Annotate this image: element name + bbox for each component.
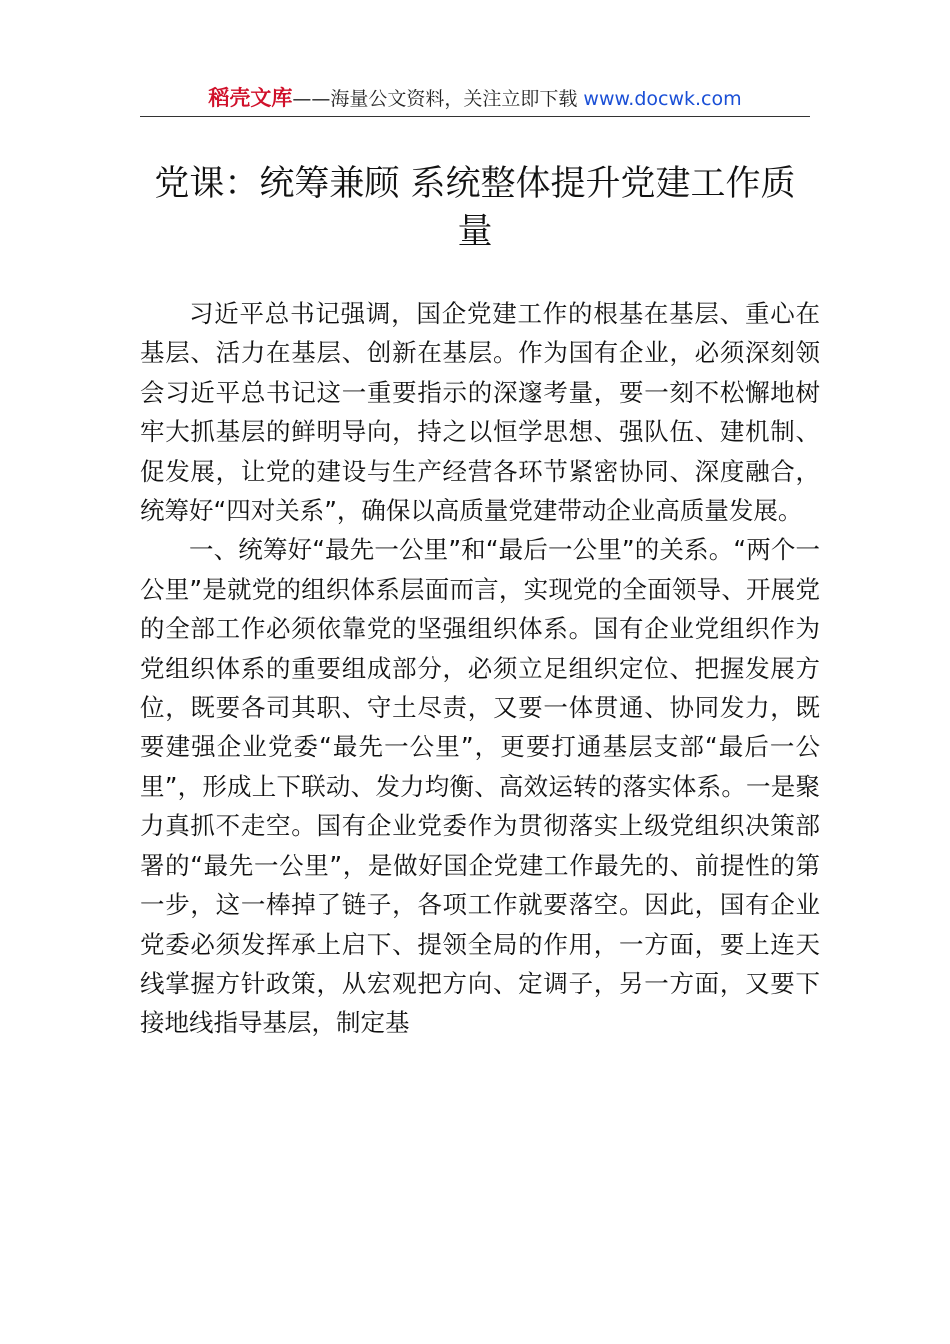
document-body	[140, 294, 820, 1043]
brand-name: 稻壳文库	[208, 86, 293, 110]
paragraph-section-one: 一、统筹好“最先一公里”和“最后一公里”的关系。“两个一公里”是就党的组织体系层面而言，实现党的全面领导、开展党的全部工作必须依靠党的坚强组织体系。国有企业党组织作为党组织体系的重要组成部分，必须立足组织定位、把握发展方位，既要各司其职、守土尽责，又要一体贯通、协同发力，既要建强企业党委“最先一公里”，更要打通基层支部“最后一公里”，形成上下联动、发力均衡、高效运转的落实体系。一是聚力真抓不走空。国有企业党委作为贯彻落实上级党组织决策部署的“最先一公里”，是做好国企党建工作最先的、前提性的第一步，这一棒掉了链子，各项工作就要落空。因此，国有企业党委必须发挥承上启下、提领全局的作用，一方面，要上连天线掌握方针政策，从宏观把方向、定调子，另一方面，又要下接地线指导基层，制定基	[140, 535, 820, 1038]
document-header	[140, 84, 810, 117]
paragraph-intro: 习近平总书记强调，国企党建工作的根基在基层、重心在基层、活力在基层、创新在基层。作为国有企业，必须深刻领会习近平总书记这一重要指示的深邃考量，要一刻不松懈地树牢大抓基层的鲜明导向，持之以恒学思想、强队伍、建机制、促发展，让党的建设与生产经营各环节紧密协同、深度融合，统筹好“四对关系”，确保以高质量党建带动企业高质量发展。	[140, 299, 820, 526]
header-url[interactable]: www.docwk.com	[583, 88, 742, 110]
header-slogan: ——海量公文资料，关注立即下载	[292, 88, 578, 110]
document-title: 党课：统筹兼顾 系统整体提升党建工作质量	[154, 164, 796, 252]
